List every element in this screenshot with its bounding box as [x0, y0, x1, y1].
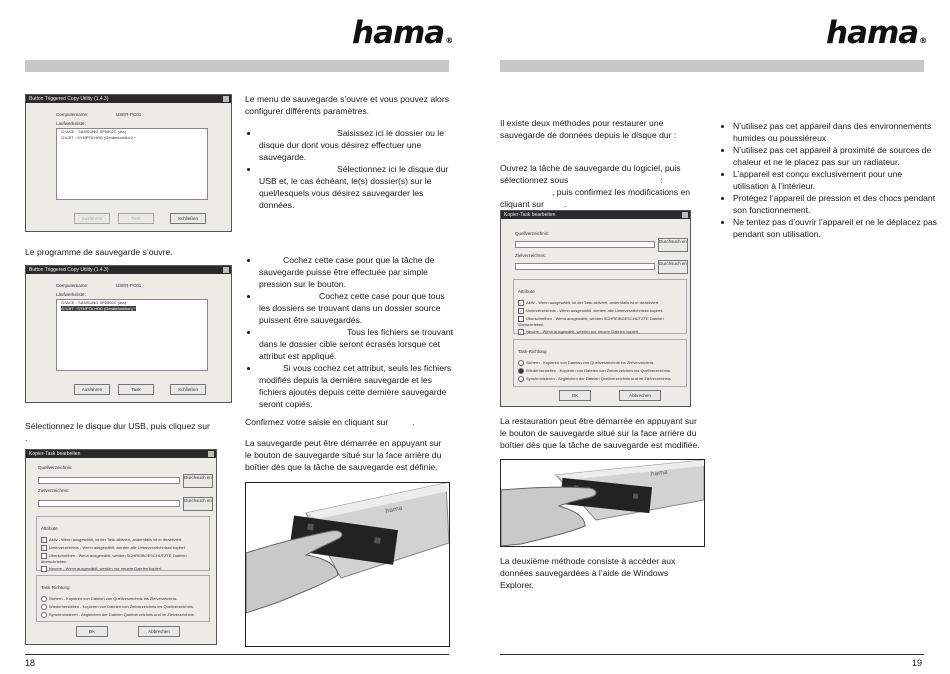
safety-bullet: • N’utilisez pas cet appareil à proximité de sources de chaleur et ne le placez pas sur un radiateur. — [733, 144, 938, 168]
header-band-right — [500, 60, 924, 72]
caption-program-opens: Le programme de sauvegarde s’ouvre. — [25, 247, 173, 257]
bullet-subdirs: • Cochez cette case pour que tous les dossiers se trouvant dans un dossier source puissent être sauvegardés. — [259, 290, 454, 326]
task-button[interactable]: Task — [118, 384, 154, 395]
attributes-label: Attribute — [518, 289, 535, 294]
drive-item[interactable]: G:\LBT · SYMPTA HDD (Gerätefunktion) * — [61, 135, 136, 140]
attr-overwrite-checkbox[interactable]: Überschreiben - Wenn ausgewählt, werden SCHREIBGESCHÜTZTE Dateien überschrieben. — [41, 553, 187, 564]
source-field[interactable] — [515, 241, 655, 248]
ok-button[interactable]: OK — [559, 390, 591, 401]
device-photo-right — [500, 459, 705, 547]
source-field[interactable] — [38, 477, 180, 484]
drive-item[interactable]: G:\ACE · SAMSUNG SP0802C (ata) — [61, 300, 126, 305]
computer-label: Computername: — [56, 112, 89, 117]
drive-list[interactable] — [56, 128, 208, 200]
cancel-button[interactable]: Abbrechen — [138, 626, 180, 637]
browse-target-button[interactable]: Durchsuch en — [658, 260, 688, 274]
computer-label: Computername: — [56, 283, 89, 288]
direction-group — [36, 575, 210, 622]
target-field[interactable] — [38, 500, 180, 507]
direction-label: Task-Richtung — [518, 349, 547, 354]
task-dialog-screenshot-left — [25, 449, 217, 645]
drive-item-selected[interactable]: G:\LBT · SYMPTA HDD (Gerätefunktion) * — [61, 306, 136, 311]
second-method-text: La deuxième méthode consiste à accéder aux données sauvegardées à l’aide de Windows Explorer. — [500, 556, 676, 590]
attributes-group — [513, 279, 687, 334]
restore-intro: Il existe deux méthodes pour restaurer une sauvegarde de données depuis le disque dur : — [500, 118, 677, 140]
dialog-titlebar: Button Triggered Copy Utility (1.4.3) — [26, 266, 231, 274]
device-photo-left — [245, 482, 450, 647]
bullet-newer: • Si vous cochez cet attribut, seuls les fichiers modifiés depuis la dernière sauvegarde et les fichiers ajoutés depuis cette dernière sauvegarde seront copiés. — [259, 362, 454, 410]
computer-value: USER-PC01 — [116, 283, 142, 288]
dir-restore-radio[interactable]: Wiederherstellen - Kopieren von Dateien von Zielverzeichnis ins Quellverzeichnis. — [518, 368, 682, 374]
run-button[interactable]: Ausführen — [74, 213, 110, 224]
hama-logo-right: hama® — [826, 15, 927, 51]
dir-restore-radio[interactable]: Wiederherstellen - Kopieren von Dateien von Zielverzeichnis ins Quellverzeichnis. — [41, 604, 205, 610]
dialog-titlebar: Kopier-Task bearbeiten — [501, 211, 690, 219]
dir-backup-radio[interactable]: Sichern - Kopieren von Dateien von Quellverzeichnis ins Zielverzeichnis. — [41, 596, 205, 602]
attr-newer-checkbox[interactable]: Neuere - Wenn ausgewählt, werden nur neuere Dateien kopiert. — [41, 566, 205, 572]
page-number-right: 19 — [912, 658, 923, 668]
attributes-label: Attribute — [41, 526, 58, 531]
close-button[interactable]: Schließen — [170, 213, 206, 224]
backup-menu-intro: Le menu de sauvegarde s’ouvre et vous pouvez alors configurer différents paramètres. — [245, 94, 449, 116]
direction-label: Task-Richtung — [41, 585, 70, 590]
dialog-titlebar: Button Triggered Copy Utility (1.4.3) — [26, 95, 231, 103]
safety-bullet: • Protégez l’appareil de pression et des chocs pendant son fonctionnement. — [733, 192, 938, 216]
safety-bullet: • N’utilisez pas cet appareil dans des environnements humides ou poussiéreux — [733, 120, 938, 144]
restore-start-text: La restauration peut être démarrée en appuyant sur le bouton de sauvegarde situé sur la face arrière du boîtier dès que la tâche de sauvegarde est modifiée. — [500, 416, 700, 450]
attr-active-checkbox[interactable]: ✓ Aktiv - Wenn ausgewählt, ist der Task aktiviert, andernfalls ist er deaktiviert. — [42, 537, 183, 543]
utility-dialog-screenshot-2 — [25, 265, 232, 403]
safety-bullet: • L’appareil est conçu exclusivement pour une utilisation à l’intérieur. — [733, 168, 938, 192]
close-button[interactable]: Schließen — [170, 384, 206, 395]
bullet-overwrite: • Tous les fichiers se trouvant dans le dossier cible seront écrasés lorsque cet attribut est appliqué. — [259, 326, 454, 362]
confirm-text: Confirmez votre saisie en cliquant sur . — [245, 417, 415, 427]
bullets-attributes — [245, 254, 454, 410]
hand-pressing-button-illustration — [501, 460, 704, 546]
drives-label: Laufwerksliste: — [56, 121, 86, 126]
direction-group — [513, 339, 687, 387]
target-label: Zielverzeichnis: — [38, 488, 70, 493]
dir-sync-radio[interactable]: Synchronisieren - Abgleichen der Dateien Quellverzeichnis und im Zielverzeichnis. — [518, 376, 682, 382]
dialog-titlebar: Kopier-Task bearbeiten — [26, 450, 216, 458]
header-band-left — [25, 60, 449, 72]
restore-open-task: Ouvrez la tâche de sauvegarde du logiciel, puis sélectionnez sous : , puis confirmez les modifications en cliquant sur . — [500, 163, 691, 209]
footer-rule-left — [25, 654, 449, 655]
dir-backup-radio[interactable]: Sichern - Kopieren von Dateien von Quellverzeichnis ins Zielverzeichnis. — [518, 360, 682, 366]
hama-logo-left: hama® — [352, 15, 453, 51]
device-label: hama — [384, 504, 404, 515]
browse-source-button[interactable]: Durchsuch en — [183, 474, 213, 488]
attributes-group — [36, 516, 210, 571]
safety-bullet: • Ne tentez pas d’ouvrir l’appareil et ne le déplacez pas pendant son utilisation. — [733, 216, 938, 240]
bullet-active: • Cochez cette case pour que la tâche de sauvegarde puisse être effectuée par simple pression sur le bouton. — [259, 254, 454, 290]
attr-newer-checkbox[interactable]: ✓ Neuere - Wenn ausgewählt, werden nur neuere Dateien kopiert. — [519, 329, 640, 335]
drive-list[interactable] — [56, 299, 208, 371]
browse-source-button[interactable]: Durchsuch en — [658, 238, 688, 252]
task-button[interactable]: Task — [118, 213, 154, 224]
cancel-button[interactable]: Abbrechen — [619, 390, 661, 401]
attr-overwrite-checkbox[interactable]: Überschreiben - Wenn ausgewählt, werden SCHREIBGESCHÜTZTE Dateien überschrieben. — [518, 316, 664, 327]
dir-sync-radio[interactable]: Synchronisieren - Abgleichen der Dateien Quellverzeichnis und im Zielverzeichnis. — [41, 612, 205, 618]
footer-rule-right — [500, 654, 924, 655]
utility-dialog-screenshot-1 — [25, 94, 232, 232]
attr-subdirs-checkbox[interactable]: ✓ Unterverzeichnis - Wenn ausgewählt, werden alle Unterverzeichnisse kopiert. — [42, 545, 187, 551]
source-label: Quellverzeichnis: — [38, 465, 73, 470]
bullet-source: • Saisissez ici le dossier ou le disque dur dont vous désirez effectuer une sauvegarde. — [259, 127, 454, 163]
page-number-left: 18 — [25, 658, 36, 668]
safety-bullets — [719, 120, 938, 240]
task-dialog-screenshot-right — [500, 210, 691, 407]
bullet-target: • Sélectionnez ici le disque dur USB et, le cas échéant, le(s) dossier(s) sur le quel/lesquels vous désirez sauvegarder les données. — [259, 163, 454, 211]
target-field[interactable] — [515, 263, 655, 270]
caption-select-usb: Sélectionnez le disque dur USB, puis cliquez sur . — [25, 421, 210, 443]
source-label: Quellverzeichnis: — [515, 231, 550, 236]
hand-pressing-button-illustration — [246, 483, 449, 646]
backup-start-text: La sauvegarde peut être démarrée en appuyant sur le bouton de sauvegarde situé sur la face arrière du boîtier dès que la tâche de sauvegarde est définie. — [245, 438, 442, 472]
browse-target-button[interactable]: Durchsuch en — [183, 497, 213, 511]
ok-button[interactable]: OK — [76, 626, 108, 637]
computer-value: USER-PC01 — [116, 112, 142, 117]
drive-item[interactable]: G:\ACE · SAMSUNG SP0802C (ata) — [61, 129, 126, 134]
device-label: hama — [650, 468, 669, 478]
bullets-source-target — [245, 127, 454, 211]
target-label: Zielverzeichnis: — [515, 253, 547, 258]
attr-subdirs-checkbox[interactable]: ✓ Unterverzeichnis - Wenn ausgewählt, werden alle Unterverzeichnisse kopiert. — [519, 308, 664, 314]
run-button[interactable]: Ausführen — [74, 384, 110, 395]
attr-active-checkbox[interactable]: ✓ Aktiv - Wenn ausgewählt, ist der Task aktiviert, andernfalls ist er deaktiviert. — [519, 300, 660, 306]
drives-label: Laufwerksliste: — [56, 292, 86, 297]
